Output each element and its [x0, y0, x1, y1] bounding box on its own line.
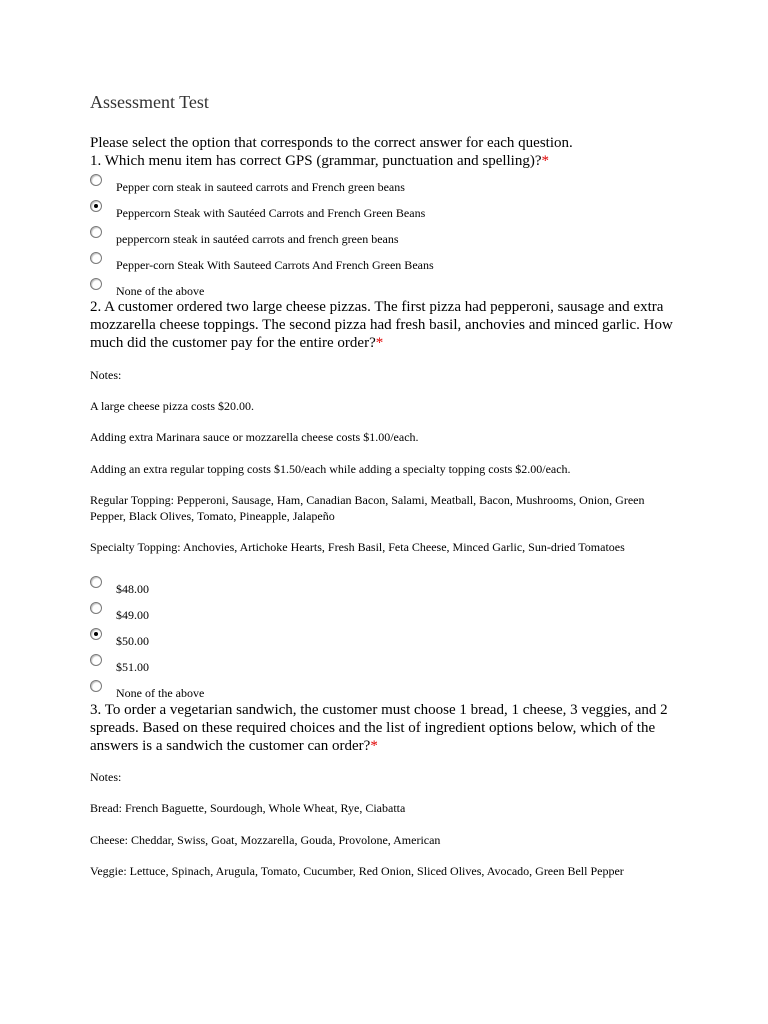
- question-1-label: 1. Which menu item has correct GPS (grammar, punctuation and spelling)?: [90, 153, 542, 169]
- radio-button-selected[interactable]: [90, 200, 102, 212]
- question-2-text: [90, 298, 680, 352]
- radio-button[interactable]: [90, 174, 102, 186]
- radio-button-selected[interactable]: [90, 628, 102, 640]
- option-label: None of the above: [116, 284, 205, 298]
- required-marker: *: [370, 738, 378, 754]
- instructions: Please select the option that corresponds to the correct answer for each question.: [90, 135, 573, 151]
- question-3-notes-heading: Notes:: [90, 770, 122, 784]
- question-2-note-5: Specialty Topping: Anchovies, Artichoke Hearts, Fresh Basil, Feta Cheese, Minced Garlic, Sun-dried Tomatoes: [90, 540, 625, 554]
- question-1-option-4[interactable]: [90, 252, 690, 276]
- question-3-note-2: Cheese: Cheddar, Swiss, Goat, Mozzarella, Gouda, Provolone, American: [90, 833, 441, 847]
- option-label: $49.00: [116, 608, 149, 622]
- page-title: Assessment Test: [90, 92, 209, 112]
- question-1-option-3[interactable]: [90, 226, 690, 250]
- question-1-option-2[interactable]: [90, 200, 690, 224]
- question-2-option-4[interactable]: [90, 654, 690, 678]
- question-1-text: [90, 152, 680, 170]
- question-2-note-2: Adding extra Marinara sauce or mozzarella cheese costs $1.00/each.: [90, 430, 419, 444]
- option-label: $50.00: [116, 634, 149, 648]
- question-2-option-2[interactable]: [90, 602, 690, 626]
- question-2-note-1: A large cheese pizza costs $20.00.: [90, 399, 255, 413]
- question-2-note-4: Regular Topping: Pepperoni, Sausage, Ham, Canadian Bacon, Salami, Meatball, Bacon, Mushrooms, Onion, Green Pepper, Black Olives, Tomato, Pineapple, Jalapeño: [90, 493, 645, 523]
- required-marker: *: [541, 153, 550, 169]
- required-marker: *: [375, 335, 384, 351]
- question-2-notes-heading: Notes:: [90, 368, 122, 382]
- option-label: None of the above: [116, 686, 205, 700]
- option-label: peppercorn steak in sautéed carrots and french green beans: [116, 232, 399, 246]
- radio-button[interactable]: [90, 226, 102, 238]
- radio-button[interactable]: [90, 680, 102, 692]
- question-3-note-1: Bread: French Baguette, Sourdough, Whole Wheat, Rye, Ciabatta: [90, 801, 406, 815]
- option-label: $48.00: [116, 582, 149, 596]
- option-label: Peppercorn Steak with Sautéed Carrots and French Green Beans: [116, 206, 426, 220]
- option-label: Pepper-corn Steak With Sauteed Carrots And French Green Beans: [116, 258, 434, 272]
- question-2-note-3: Adding an extra regular topping costs $1.50/each while adding a specialty topping costs $2.00/each.: [90, 462, 571, 476]
- radio-button[interactable]: [90, 252, 102, 264]
- question-1-option-1[interactable]: [90, 174, 690, 198]
- option-label: $51.00: [116, 660, 149, 674]
- option-label: Pepper corn steak in sauteed carrots and French green beans: [116, 180, 405, 194]
- question-3-label: 3. To order a vegetarian sandwich, the customer must choose 1 bread, 1 cheese, 3 veggies, and 2 spreads. Based on these required choices and the list of ingredient options below, which of the answers is a sandwich the customer can order?: [90, 702, 668, 754]
- question-3-text: [90, 701, 680, 755]
- radio-button[interactable]: [90, 278, 102, 290]
- question-2-label: 2. A customer ordered two large cheese pizzas. The first pizza had pepperoni, sausage and extra mozzarella cheese toppings. The second pizza had fresh basil, anchovies and minced garlic. How much did the customer pay for the entire order?: [90, 299, 673, 351]
- radio-button[interactable]: [90, 576, 102, 588]
- question-3-note-3: Veggie: Lettuce, Spinach, Arugula, Tomato, Cucumber, Red Onion, Sliced Olives, Avocado, Green Bell Pepper: [90, 864, 624, 878]
- question-2-option-3[interactable]: [90, 628, 690, 652]
- radio-button[interactable]: [90, 602, 102, 614]
- question-2-option-1[interactable]: [90, 576, 690, 600]
- radio-button[interactable]: [90, 654, 102, 666]
